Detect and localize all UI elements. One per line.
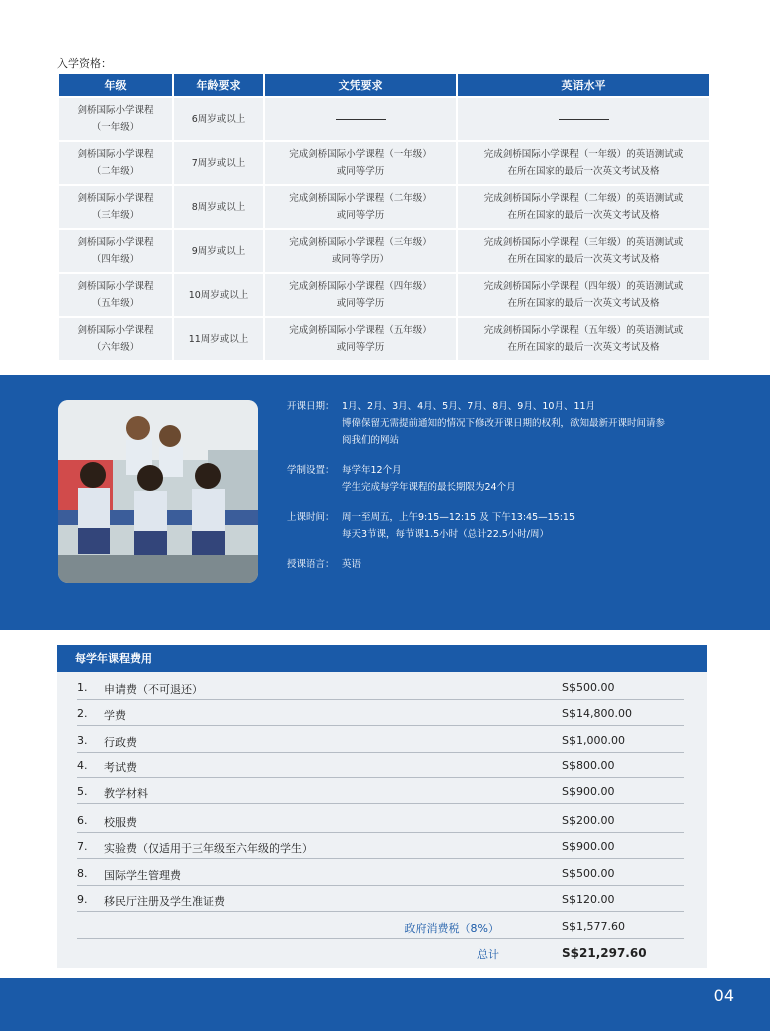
fee-row: 4. 考试费 S$800.00 [77,752,684,778]
fee-panel [57,645,707,968]
header-diploma: 文凭要求 [265,74,456,96]
fee-row: 1. 申请费（不可退还） S$500.00 [77,674,684,700]
grade-cell: 剑桥国际小学课程 （六年级） [59,318,172,360]
diploma-cell: 完成剑桥国际小学课程（三年级） 或同等学历） [265,230,456,272]
course-info [287,398,665,586]
english-cell: 完成剑桥国际小学课程（五年级）的英语测试或 在所在国家的最后一次英文考试及格 [458,318,709,360]
english-cell: 完成剑桥国际小学课程（二年级）的英语测试或 在所在国家的最后一次英文考试及格 [458,186,709,228]
fee-row: 6. 校服费 S$200.00 [77,807,684,833]
age-cell: 11周岁或以上 [174,318,263,360]
table-row [59,142,709,184]
fee-row: 8. 国际学生管理费 S$500.00 [77,860,684,886]
header-english: 英语水平 [458,74,709,96]
age-cell: 6周岁或以上 [174,98,263,140]
info-duration: 学制设置： 每学年12个月 学生完成每学年课程的最长期限为24个月 [287,465,516,493]
diploma-cell [265,98,456,140]
grade-cell: 剑桥国际小学课程 （三年级） [59,186,172,228]
table-row [59,186,709,228]
page-number: 04 [713,986,734,1005]
table-row [59,98,709,140]
students-photo-illustration [58,400,258,583]
admission-table [57,72,711,362]
grade-cell: 剑桥国际小学课程 （一年级） [59,98,172,140]
fee-row: 2. 学费 S$14,800.00 [77,700,684,726]
table-row [59,274,709,316]
diploma-cell: 完成剑桥国际小学课程（一年级） 或同等学历 [265,142,456,184]
english-cell [458,98,709,140]
fee-tax-row: 政府消费税（8%） S$1,577.60 [77,913,684,939]
english-cell: 完成剑桥国际小学课程（四年级）的英语测试或 在所在国家的最后一次英文考试及格 [458,274,709,316]
info-schedule: 上课时间： 周一至周五，上午9:15—12:15 及 下午13:45—15:15 每天3节课，每节课1.5小时（总计22.5小时/周） [287,512,576,540]
age-cell: 9周岁或以上 [174,230,263,272]
diploma-cell: 完成剑桥国际小学课程（四年级） 或同等学历 [265,274,456,316]
info-start-date: 开课日期： 1月、2月、3月、4月、5月、7月、8月、9月、10月、11月 博偉保留无需提前通知的情况下修改开课日期的权利，欲知最新开课时间请参 阅我们的网站 [287,401,666,446]
fee-row: 3. 行政费 S$1,000.00 [77,727,684,753]
age-cell: 7周岁或以上 [174,142,263,184]
fee-row: 9. 移民厅注册及学生准证费 S$120.00 [77,886,684,912]
table-row [59,230,709,272]
age-cell: 10周岁或以上 [174,274,263,316]
table-row [59,318,709,360]
fee-title: 每学年课程费用 [57,645,707,672]
fee-total-row: 总计 S$21,297.60 [477,946,647,961]
header-age: 年龄要求 [174,74,263,96]
table-header-row [59,74,709,96]
header-grade: 年级 [59,74,172,96]
grade-cell: 剑桥国际小学课程 （二年级） [59,142,172,184]
empty-dash [336,119,386,120]
diploma-cell: 完成剑桥国际小学课程（二年级） 或同等学历 [265,186,456,228]
fee-row: 7. 实验费（仅适用于三年级至六年级的学生） S$900.00 [77,833,684,859]
admission-section-label: 入学资格： [57,57,112,70]
students-photo [58,400,258,583]
age-cell: 8周岁或以上 [174,186,263,228]
info-language: 授课语言： 英语 [287,559,362,570]
page-footer [0,978,770,1031]
fee-row: 5. 教学材料 S$900.00 [77,778,684,804]
english-cell: 完成剑桥国际小学课程（一年级）的英语测试或 在所在国家的最后一次英文考试及格 [458,142,709,184]
diploma-cell: 完成剑桥国际小学课程（五年级） 或同等学历 [265,318,456,360]
empty-dash [559,119,609,120]
grade-cell: 剑桥国际小学课程 （四年级） [59,230,172,272]
english-cell: 完成剑桥国际小学课程（三年级）的英语测试或 在所在国家的最后一次英文考试及格 [458,230,709,272]
grade-cell: 剑桥国际小学课程 （五年级） [59,274,172,316]
